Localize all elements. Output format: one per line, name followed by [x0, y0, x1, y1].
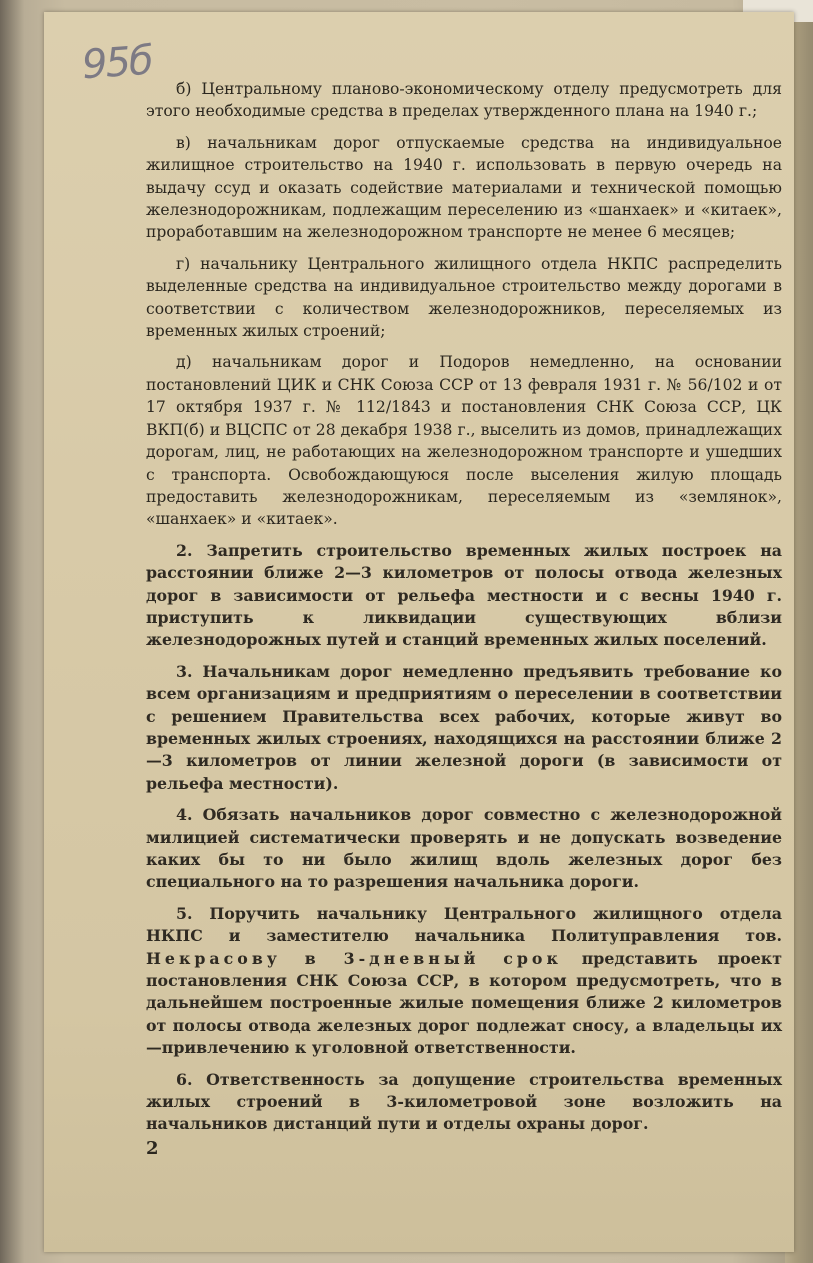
archive-page-mark: 95б	[80, 37, 154, 89]
paragraph-6: 6. Ответственность за допущение строительства временных жилых строений в 3-километровой зоне возложить на начальников дистанций пути и отделы охраны дорог.	[146, 1069, 782, 1134]
paragraph-g: г) начальнику Центрального жилищного отдела НКПС распределить выделенные средства на индивидуальное строительство между дорогами в соответствии с количеством железнодорожников, переселяемых из временных жилых строений;	[146, 254, 782, 341]
paragraph-2: 2. Запретить строительство временных жилых построек на расстоянии ближе 2—3 километров от полосы отвода железных дорог в зависимости от рельефа местности и с весны 1940 г. приступить к ликвидации существующих вблизи железнодорожных путей и станций временных жилых поселений.	[146, 540, 782, 650]
paragraph-5-start: 5. Поручить начальнику Центрального жилищного отдела НКПС и заместителю начальника Политуправления тов.	[146, 903, 782, 946]
document-body	[146, 78, 782, 1145]
paragraph-v: в) начальникам дорог отпускаемые средства на индивидуальное жилищное строительство на 1940 г. использовать в первую очередь на выдачу ссуд и оказать содействие материалами и технической помощью железнодорожникам, подлежащим переселению из «шанхаек» и «китаек», проработавшим на железнодорожном транспорте не менее 6 месяцев;	[146, 133, 782, 242]
paragraph-d: д) начальникам дорог и Подоров немедленно, на основании постановлений ЦИК и СНК Союза ССР от 13 февраля 1931 г. № 56/102 и от 17 октября 1937 г. № 112/1843 и постановления СНК Союза ССР, ЦК ВКП(б) и ВЦСПС от 28 декабря 1938 г., выселить из домов, принадлежащих дорогам, лиц, не работающих на железнодорожном транспорте и ушедших с транспорта. Освобождающуюся после выселения жилую площадь предоставить железнодорожникам, переселяемым из «землянок», «шанхаек» и «китаек».	[146, 353, 782, 529]
paragraph-5-spaced-text: Некрасову в 3-дневный срок	[146, 948, 562, 968]
page-number: 2	[146, 1138, 159, 1159]
paragraph-5	[146, 903, 782, 1060]
paragraph-3: 3. Начальникам дорог немедленно предъявить требование ко всем организациям и предприятиям о переселении в соответствии с решением Правительства всех рабочих, которые живут во временных жилых строениях, находящихся на расстоянии ближе 2—3 километров от линии железной дороги (в зависимости от рельефа местности).	[146, 661, 782, 793]
paragraph-b: б) Центральному планово-экономическому отделу предусмотреть для этого необходимые средства в пределах утвержденного плана на 1940 г.;	[146, 80, 782, 121]
paragraph-4: 4. Обязать начальников дорог совместно с железнодорожной милицией систематически проверять и не допускать возведение каких бы то ни было жилищ вдоль железных дорог без специального на то разрешения начальника дороги.	[146, 805, 782, 892]
paragraph-5-end: представить проект постановления СНК Союза ССР, в котором предусмотреть, что в дальнейшем построенные жилые помещения ближе 2 километров от полосы отвода железных дорог подлежат сносу, а владельцы их—привлечению к уголовной ответственности.	[146, 948, 782, 1058]
